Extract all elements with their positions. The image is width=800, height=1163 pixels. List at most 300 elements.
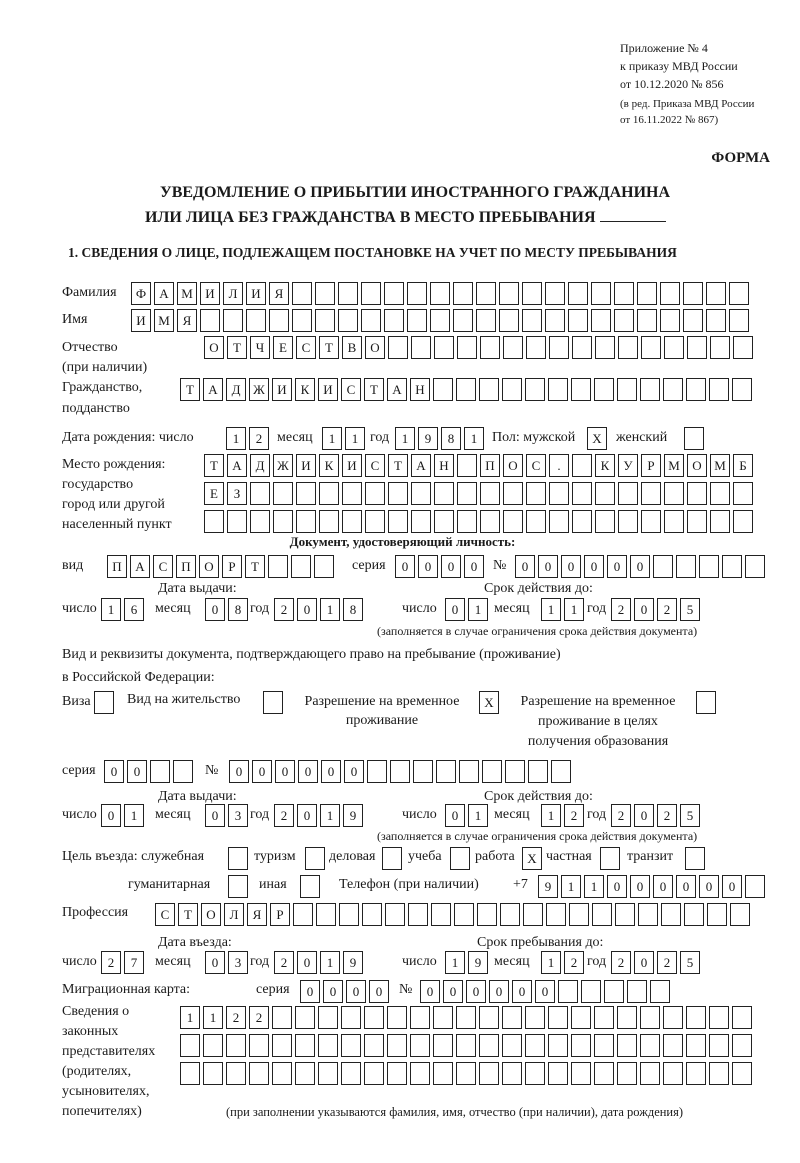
purpose-official-checkbox (228, 847, 251, 870)
char-box (572, 454, 592, 477)
char-box: 2 (564, 951, 584, 974)
section-title: 1. СВЕДЕНИЯ О ЛИЦЕ, ПОДЛЕЖАЩЕМ ПОСТАНОВКЕ НА УЧЕТ ПО МЕСТУ ПРЕБЫВАНИЯ (68, 245, 677, 260)
female-checkbox (684, 427, 707, 450)
char-box: 0 (321, 760, 341, 783)
char-box (503, 336, 523, 359)
char-box (454, 903, 474, 926)
char-box: И (342, 454, 362, 477)
legal-reps-note: (при заполнении указываются фамилия, имя, отчество (при наличии), дата рождения) (226, 1105, 684, 1119)
doc-valid-year (611, 598, 703, 621)
char-box (480, 336, 500, 359)
char-box (710, 482, 730, 505)
char-box: Б (733, 454, 753, 477)
char-box (686, 1006, 706, 1029)
char-box (571, 378, 591, 401)
legal-reps-label: Сведения о (62, 1004, 130, 1019)
char-box (385, 903, 405, 926)
char-box: М (710, 454, 730, 477)
char-box (640, 378, 660, 401)
char-box (502, 1006, 522, 1029)
char-box (338, 309, 358, 332)
char-box (249, 1062, 269, 1085)
char-box: 0 (489, 980, 509, 1003)
char-box: А (411, 454, 431, 477)
char-box (661, 903, 681, 926)
char-box: 9 (468, 951, 488, 974)
char-box (618, 482, 638, 505)
purpose-humanitarian-checkbox (228, 875, 251, 898)
doc-valid-month (541, 598, 587, 621)
char-box (295, 1062, 315, 1085)
char-box: 1 (322, 427, 342, 450)
char-box: 9 (343, 804, 363, 827)
purpose-business-checkbox (382, 847, 405, 870)
legal-reps-label: (родителях, (62, 1064, 132, 1079)
char-box: 0 (344, 760, 364, 783)
char-box: 0 (584, 555, 604, 578)
char-box: 2 (249, 1006, 269, 1029)
char-box (250, 482, 270, 505)
char-box (388, 482, 408, 505)
char-box (387, 1034, 407, 1057)
char-box (296, 510, 316, 533)
name-boxes (131, 309, 752, 332)
char-box: О (687, 454, 707, 477)
char-box (384, 309, 404, 332)
char-box (545, 309, 565, 332)
month-label: месяц (155, 954, 191, 969)
char-box: X (522, 847, 542, 870)
char-box (503, 482, 523, 505)
char-box: 0 (634, 951, 654, 974)
char-box (709, 378, 729, 401)
char-box: 2 (657, 598, 677, 621)
char-box (722, 555, 742, 578)
char-box (342, 510, 362, 533)
char-box (641, 336, 661, 359)
char-box: Л (223, 282, 243, 305)
char-box (434, 510, 454, 533)
profession-boxes (155, 903, 753, 926)
phone-prefix: +7 (513, 877, 528, 892)
char-box (640, 1006, 660, 1029)
amendment-line: (в ред. Приказа МВД России (620, 98, 755, 110)
char-box (594, 1006, 614, 1029)
residence-label: Вид на жительство (127, 692, 241, 707)
char-box (569, 903, 589, 926)
char-box: О (503, 454, 523, 477)
char-box: 0 (127, 760, 147, 783)
char-box: С (365, 454, 385, 477)
char-box (450, 847, 470, 870)
char-box (431, 903, 451, 926)
char-box: К (319, 454, 339, 477)
char-box: З (227, 482, 247, 505)
char-box (592, 903, 612, 926)
char-box (430, 282, 450, 305)
char-box (683, 309, 703, 332)
char-box (341, 1062, 361, 1085)
char-box: Е (273, 336, 293, 359)
char-box (617, 1062, 637, 1085)
char-box (505, 760, 525, 783)
char-box: 1 (395, 427, 415, 450)
char-box (733, 510, 753, 533)
migration-series-boxes (300, 980, 392, 1003)
other-label: иная (259, 877, 287, 892)
char-box (664, 482, 684, 505)
patronymic-boxes (204, 336, 756, 359)
char-box: Т (319, 336, 339, 359)
char-box: 1 (464, 427, 484, 450)
char-box: Ж (249, 378, 269, 401)
char-box (457, 510, 477, 533)
tourism-label: туризм (254, 849, 296, 864)
permit-valid-day (445, 804, 491, 827)
char-box: 0 (275, 760, 295, 783)
char-box (180, 1062, 200, 1085)
char-box: 2 (249, 427, 269, 450)
char-box: 1 (468, 804, 488, 827)
char-box: А (227, 454, 247, 477)
char-box: О (201, 903, 221, 926)
day-label: число (62, 954, 97, 969)
char-box (292, 309, 312, 332)
char-box (617, 1034, 637, 1057)
char-box (407, 309, 427, 332)
char-box (453, 282, 473, 305)
char-box (706, 282, 726, 305)
char-box: И (318, 378, 338, 401)
char-box: 1 (468, 598, 488, 621)
char-box (617, 1006, 637, 1029)
issue-date-label: Дата выдачи: (158, 581, 237, 596)
doc-valid-day (445, 598, 491, 621)
char-box: 0 (445, 598, 465, 621)
char-box: 7 (124, 951, 144, 974)
char-box: 0 (205, 951, 225, 974)
char-box (687, 482, 707, 505)
char-box (663, 1006, 683, 1029)
char-box (318, 1034, 338, 1057)
char-box: 0 (515, 555, 535, 578)
char-box (660, 309, 680, 332)
stay-month (541, 951, 587, 974)
char-box: О (199, 555, 219, 578)
char-box: 0 (205, 804, 225, 827)
char-box (480, 510, 500, 533)
char-box (525, 1006, 545, 1029)
document-title: УВЕДОМЛЕНИЕ О ПРИБЫТИИ ИНОСТРАННОГО ГРАЖДАНИНА (159, 184, 671, 201)
char-box: Р (641, 454, 661, 477)
char-box (384, 282, 404, 305)
char-box (663, 1062, 683, 1085)
char-box (249, 1034, 269, 1057)
char-box (292, 282, 312, 305)
char-box (686, 1062, 706, 1085)
char-box (480, 482, 500, 505)
char-box (411, 510, 431, 533)
char-box: Т (364, 378, 384, 401)
char-box: 2 (657, 951, 677, 974)
char-box: Ф (131, 282, 151, 305)
year-label: год (250, 954, 270, 969)
char-box (663, 378, 683, 401)
surname-boxes (131, 282, 752, 305)
char-box (433, 1062, 453, 1085)
purpose-study-checkbox (450, 847, 473, 870)
char-box (228, 875, 248, 898)
char-box: Я (269, 282, 289, 305)
validity-note: (заполняется в случае ограничения срока действия документа) (377, 624, 698, 638)
char-box: 0 (634, 598, 654, 621)
char-box: 0 (420, 980, 440, 1003)
char-box: 9 (538, 875, 558, 898)
day-label: число (62, 601, 97, 616)
char-box: О (204, 336, 224, 359)
birth-year-boxes (395, 427, 487, 450)
char-box (499, 309, 519, 332)
char-box: 1 (101, 598, 121, 621)
permit-valid-month (541, 804, 587, 827)
char-box (318, 1006, 338, 1029)
doc-issue-year (274, 598, 366, 621)
purpose-transit-checkbox (685, 847, 708, 870)
char-box (430, 309, 450, 332)
year-label: год (250, 807, 270, 822)
name-label: Имя (62, 312, 88, 327)
char-box: Т (227, 336, 247, 359)
char-box: Ч (250, 336, 270, 359)
char-box (410, 1006, 430, 1029)
edu-permit-label: проживание в целях (538, 714, 658, 729)
char-box: 1 (541, 598, 561, 621)
char-box (687, 510, 707, 533)
purpose-label: Цель въезда: служебная (62, 849, 205, 864)
char-box (408, 903, 428, 926)
char-box: 0 (676, 875, 696, 898)
entry-year (274, 951, 366, 974)
char-box (502, 1062, 522, 1085)
char-box (730, 903, 750, 926)
surname-label: Фамилия (62, 285, 117, 300)
char-box (364, 1006, 384, 1029)
appendix-line: Приложение № 4 (620, 41, 708, 55)
char-box (653, 555, 673, 578)
char-box (203, 1034, 223, 1057)
char-box: 1 (320, 598, 340, 621)
permit-series-boxes (104, 760, 196, 783)
char-box (709, 1062, 729, 1085)
char-box (293, 903, 313, 926)
char-box (604, 980, 624, 1003)
char-box: . (549, 454, 569, 477)
sex-label: Пол: мужской (492, 430, 576, 445)
char-box (627, 980, 647, 1003)
char-box (338, 282, 358, 305)
char-box: 0 (298, 760, 318, 783)
char-box (94, 691, 114, 714)
birthplace-label: государство (62, 477, 134, 492)
char-box (316, 903, 336, 926)
char-box (319, 510, 339, 533)
char-box (407, 282, 427, 305)
char-box (226, 1034, 246, 1057)
birthplace-boxes (204, 482, 756, 505)
char-box: Я (177, 309, 197, 332)
permit-number-boxes (229, 760, 574, 783)
series-label: серия (256, 982, 290, 997)
edu-permit-label: получения образования (527, 734, 669, 749)
char-box (641, 482, 661, 505)
month-label: месяц (494, 807, 530, 822)
business-label: деловая (329, 849, 376, 864)
char-box (595, 336, 615, 359)
char-box: 2 (274, 598, 294, 621)
char-box (300, 875, 320, 898)
char-box (410, 1034, 430, 1057)
private-label: частная (546, 849, 592, 864)
char-box (361, 309, 381, 332)
doc-issue-month (205, 598, 251, 621)
year-label: год (370, 430, 390, 445)
char-box (203, 1062, 223, 1085)
char-box: О (365, 336, 385, 359)
char-box (558, 980, 578, 1003)
char-box (548, 1034, 568, 1057)
purpose-tourism-checkbox (305, 847, 328, 870)
char-box (296, 482, 316, 505)
char-box: 1 (584, 875, 604, 898)
permit-issue-day (101, 804, 147, 827)
char-box (594, 1034, 614, 1057)
char-box (614, 309, 634, 332)
char-box (250, 510, 270, 533)
char-box (456, 1034, 476, 1057)
char-box (525, 1062, 545, 1085)
char-box: 3 (228, 951, 248, 974)
month-label: месяц (155, 601, 191, 616)
char-box (413, 760, 433, 783)
char-box (581, 980, 601, 1003)
char-box: В (342, 336, 362, 359)
char-box: 8 (228, 598, 248, 621)
char-box: 0 (323, 980, 343, 1003)
char-box (341, 1034, 361, 1057)
doc-issue-day (101, 598, 147, 621)
char-box: 2 (657, 804, 677, 827)
char-box: 2 (611, 951, 631, 974)
citizenship-boxes (180, 378, 755, 401)
char-box (745, 875, 765, 898)
char-box: П (480, 454, 500, 477)
char-box (291, 555, 311, 578)
char-box (295, 1034, 315, 1057)
char-box (272, 1034, 292, 1057)
doc-title: Документ, удостоверяющий личность: (289, 534, 516, 549)
char-box: Л (224, 903, 244, 926)
right-doc-label2: в Российской Федерации: (62, 670, 215, 685)
char-box: 1 (180, 1006, 200, 1029)
char-box (410, 1062, 430, 1085)
legal-reps-label: представителях (62, 1044, 156, 1059)
char-box (502, 1034, 522, 1057)
visa-label: Виза (62, 694, 91, 709)
study-label: учеба (408, 849, 442, 864)
char-box: 3 (228, 804, 248, 827)
char-box (528, 760, 548, 783)
char-box (226, 1062, 246, 1085)
char-box (710, 510, 730, 533)
edu-permit-label: Разрешение на временное (520, 694, 676, 709)
char-box (618, 510, 638, 533)
char-box (228, 847, 248, 870)
char-box (699, 555, 719, 578)
char-box (595, 510, 615, 533)
char-box: А (203, 378, 223, 401)
char-box (525, 378, 545, 401)
char-box (456, 378, 476, 401)
char-box: Ж (273, 454, 293, 477)
char-box (523, 903, 543, 926)
char-box: 1 (561, 875, 581, 898)
legal-reps-boxes (180, 1034, 755, 1057)
char-box (686, 378, 706, 401)
char-box: 0 (229, 760, 249, 783)
char-box: 0 (297, 598, 317, 621)
char-box: А (154, 282, 174, 305)
char-box (305, 847, 325, 870)
doc-number-boxes (515, 555, 768, 578)
series-label: серия (352, 558, 386, 573)
year-label: год (587, 601, 607, 616)
permit-valid-year (611, 804, 703, 827)
char-box (548, 1006, 568, 1029)
char-box (272, 1062, 292, 1085)
migration-number-boxes (420, 980, 673, 1003)
char-box (273, 510, 293, 533)
year-label: год (587, 954, 607, 969)
char-box (361, 282, 381, 305)
char-box: А (130, 555, 150, 578)
char-box: 0 (538, 555, 558, 578)
char-box: Т (180, 378, 200, 401)
char-box (411, 482, 431, 505)
char-box (683, 282, 703, 305)
char-box (568, 282, 588, 305)
amendment-line: от 16.11.2022 № 867) (620, 114, 719, 126)
char-box: 0 (418, 555, 438, 578)
char-box: М (664, 454, 684, 477)
char-box: Н (410, 378, 430, 401)
char-box: М (154, 309, 174, 332)
char-box (315, 282, 335, 305)
char-box (246, 309, 266, 332)
legal-reps-label: попечителях) (62, 1104, 142, 1119)
issue-date-label: Дата выдачи: (158, 789, 237, 804)
char-box: 0 (722, 875, 742, 898)
series-label: серия (62, 763, 96, 778)
char-box (364, 1034, 384, 1057)
char-box: С (341, 378, 361, 401)
char-box (709, 1006, 729, 1029)
appendix-line: от 10.12.2020 № 856 (620, 77, 724, 91)
char-box (457, 454, 477, 477)
char-box (273, 482, 293, 505)
char-box: 8 (343, 598, 363, 621)
char-box: 0 (369, 980, 389, 1003)
char-box (525, 1034, 545, 1057)
